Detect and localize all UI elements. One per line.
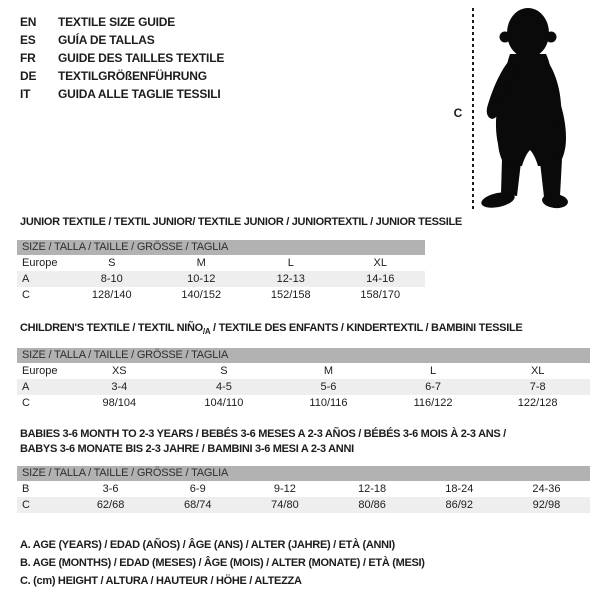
- language-code: DE: [20, 69, 37, 83]
- size-cell: 5-6: [320, 381, 337, 393]
- size-cell: 3-4: [111, 381, 128, 393]
- size-header-bar: SIZE / TALLA / TAILLE / GRÖSSE / TAGLIA: [17, 348, 590, 363]
- size-cell: 24-36: [532, 483, 561, 495]
- size-cell: 6-9: [189, 483, 206, 495]
- size-cell: XL: [530, 365, 545, 377]
- size-cell: 74/80: [271, 499, 299, 511]
- row-label: C: [22, 499, 30, 511]
- size-cell: 158/170: [360, 289, 401, 301]
- size-cell: 62/68: [96, 499, 125, 511]
- table-row-europe: [17, 255, 425, 271]
- measure-label-c: C: [453, 106, 463, 120]
- size-cell: 14-16: [366, 273, 395, 285]
- size-cell: S: [220, 365, 228, 377]
- size-header-bar: SIZE / TALLA / TAILLE / GRÖSSE / TAGLIA: [17, 466, 590, 481]
- language-row: [20, 31, 224, 49]
- size-cell: XL: [373, 257, 387, 269]
- size-cell: 9-12: [273, 483, 296, 495]
- footnote-b: B. AGE (MONTHS) / EDAD (MESES) / ÂGE (MOIS) / ALTER (MONATE) / ETÀ (MESI): [20, 557, 425, 569]
- row-label: A: [22, 381, 30, 393]
- language-code: IT: [20, 87, 31, 101]
- table-row-age: [17, 379, 590, 395]
- size-cell: 12-13: [276, 273, 305, 285]
- language-row: [20, 67, 224, 85]
- table-row-age: [17, 271, 425, 287]
- size-cell: 4-5: [215, 381, 232, 393]
- table-row-age-months: [17, 481, 590, 497]
- childrens-section-title: [20, 322, 522, 336]
- size-cell: 86/92: [445, 499, 474, 511]
- size-cell: L: [430, 365, 437, 377]
- size-cell: S: [108, 257, 116, 269]
- size-cell: 80/86: [358, 499, 386, 511]
- table-row-height: [17, 287, 425, 303]
- row-label: A: [22, 273, 30, 285]
- size-cell: 110/116: [309, 397, 348, 409]
- size-cell: M: [196, 257, 206, 269]
- row-label: Europe: [22, 257, 58, 269]
- language-code: FR: [20, 51, 36, 65]
- language-title: GUÍA DE TALLAS: [58, 33, 155, 47]
- table-row-height: [17, 497, 590, 513]
- language-row: [20, 49, 224, 67]
- size-cell: 122/128: [517, 397, 558, 409]
- row-label: C: [22, 397, 30, 409]
- size-cell: 152/158: [270, 289, 311, 301]
- baby-silhouette-icon: [478, 4, 598, 209]
- size-cell: XS: [111, 365, 127, 377]
- size-cell: 92/98: [532, 499, 561, 511]
- size-cell: 98/104: [102, 397, 137, 409]
- childrens-title-part1: CHILDREN'S TEXTILE / TEXTIL NIÑO: [20, 322, 203, 334]
- size-cell: 140/152: [181, 289, 222, 301]
- childrens-size-table: [17, 348, 590, 411]
- row-label: C: [22, 289, 30, 301]
- size-cell: 18-24: [445, 483, 474, 495]
- babies-size-table: [17, 466, 590, 513]
- size-cell: 8-10: [100, 273, 123, 285]
- row-label: Europe: [22, 365, 58, 377]
- footnote-a: A. AGE (YEARS) / EDAD (AÑOS) / ÂGE (ANS) / ALTER (JAHRE) / ETÀ (ANNI): [20, 539, 395, 551]
- babies-title-line2: BABYS 3-6 MONATE BIS 2-3 JAHRE / BAMBINI 3-6 MESI A 2-3 ANNI: [20, 443, 354, 455]
- babies-section-title: [20, 427, 506, 457]
- height-measure-dashed-line: [472, 8, 474, 210]
- language-title: GUIDE DES TAILLES TEXTILE: [58, 51, 225, 65]
- size-cell: 6-7: [425, 381, 442, 393]
- language-row: [20, 85, 224, 103]
- size-cell: 68/74: [183, 499, 212, 511]
- language-title: GUIDA ALLE TAGLIE TESSILI: [58, 87, 221, 101]
- size-cell: M: [323, 365, 334, 377]
- language-title: TEXTILE SIZE GUIDE: [58, 15, 176, 29]
- footnotes: [20, 536, 425, 590]
- junior-section-title: JUNIOR TEXTILE / TEXTIL JUNIOR/ TEXTILE JUNIOR / JUNIORTEXTIL / JUNIOR TESSILE: [20, 216, 462, 228]
- language-header: [20, 13, 224, 103]
- row-label: B: [22, 483, 30, 495]
- childrens-title-part2: / TEXTILE DES ENFANTS / KINDERTEXTIL / BAMBINI TESSILE: [210, 322, 523, 334]
- size-cell: 104/110: [204, 397, 244, 409]
- size-cell: L: [287, 257, 294, 269]
- language-row: [20, 13, 224, 31]
- babies-title-line1: BABIES 3-6 MONTH TO 2-3 YEARS / BEBÉS 3-6 MESES A 2-3 AÑOS / BÉBÉS 3-6 MOIS À 2-3 ANS /: [20, 428, 506, 440]
- language-title: TEXTILGRÖßENFÜHRUNG: [58, 69, 207, 83]
- size-cell: 7-8: [529, 381, 546, 393]
- size-cell: 3-6: [102, 483, 119, 495]
- size-cell: 128/140: [91, 289, 132, 301]
- junior-size-table: [17, 240, 425, 303]
- footnote-c: C. (cm) HEIGHT / ALTURA / HAUTEUR / HÖHE / ALTEZZA: [20, 575, 302, 587]
- childrens-title-sub: /A: [202, 327, 211, 337]
- size-cell: 12-18: [358, 483, 387, 495]
- table-row-height: [17, 395, 590, 411]
- language-code: EN: [20, 15, 37, 29]
- size-cell: 10-12: [187, 273, 216, 285]
- size-header-bar: SIZE / TALLA / TAILLE / GRÖSSE / TAGLIA: [17, 240, 425, 255]
- table-row-europe: [17, 363, 590, 379]
- language-code: ES: [20, 33, 36, 47]
- size-cell: 116/122: [413, 397, 453, 409]
